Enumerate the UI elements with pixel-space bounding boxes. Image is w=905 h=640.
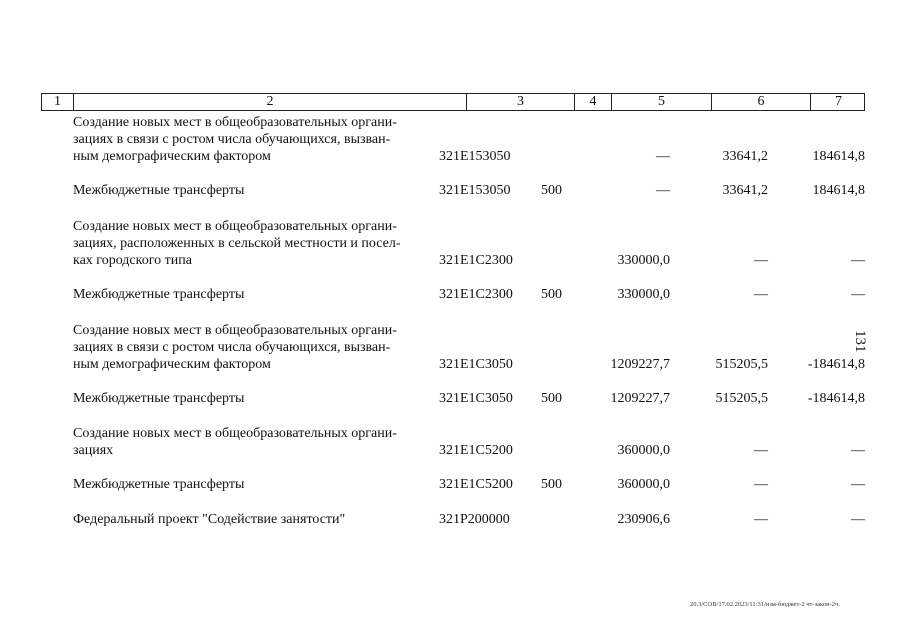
row-value-col7: 184614,8 [812, 183, 865, 198]
header-col-7 [811, 94, 866, 110]
row-code: 321E1C2300 [439, 253, 513, 268]
row-code: 321E153050 [439, 149, 511, 164]
row-value-col7: — [851, 253, 865, 268]
row-name-line: Межбюджетные трансферты [73, 391, 245, 406]
row-name-line: ным демографическим фактором [73, 357, 271, 372]
row-value-col5: — [656, 183, 670, 198]
row-value-col6: — [754, 287, 768, 302]
row-expense-type: 500 [541, 183, 562, 198]
row-code: 321E1C5200 [439, 443, 513, 458]
row-value-col6: — [754, 477, 768, 492]
row-value-col7: 184614,8 [812, 149, 865, 164]
header-col-4 [575, 94, 612, 110]
row-name [73, 286, 425, 303]
footer-file-note: 20.3/СОВ/17.02.2023/11:31/изм-бюджет-2 чт-закон-2ч. [690, 601, 840, 608]
header-col-3 [467, 94, 575, 110]
row-value-col5: 230906,6 [617, 512, 670, 527]
header-col-6-label: 6 [757, 94, 765, 109]
row-value-col6: — [754, 443, 768, 458]
row-value-col5: 330000,0 [617, 253, 670, 268]
row-value-col6: 515205,5 [715, 357, 768, 372]
row-name-line: Создание новых мест в общеобразовательных органи- [73, 219, 397, 234]
row-expense-type: 500 [541, 391, 562, 406]
header-col-7-label: 7 [835, 94, 842, 109]
row-value-col6: 515205,5 [715, 391, 768, 406]
row-name-line: зациях в связи с ростом числа обучающихся, вызван- [73, 340, 391, 355]
row-value-col7: — [851, 287, 865, 302]
row-value-col7: — [851, 512, 865, 527]
row-value-col5: 360000,0 [617, 477, 670, 492]
row-value-col7: -184614,8 [807, 391, 865, 406]
row-name-line: зациях в связи с ростом числа обучающихся, вызван- [73, 132, 391, 147]
row-value-col5: 360000,0 [617, 443, 670, 458]
row-value-col5: 1209227,7 [610, 391, 670, 406]
row-name-line: ках городского типа [73, 253, 192, 268]
row-name-line: ным демографическим фактором [73, 149, 271, 164]
row-name-line: Создание новых мест в общеобразовательных органи- [73, 426, 397, 441]
row-name [73, 322, 425, 373]
row-value-col5: 1209227,7 [610, 357, 670, 372]
row-name-line: Межбюджетные трансферты [73, 477, 245, 492]
row-name [73, 182, 425, 199]
row-name-line: Межбюджетные трансферты [73, 287, 245, 302]
row-name-line: зациях [73, 443, 114, 458]
row-name [73, 114, 425, 165]
header-col-5 [612, 94, 712, 110]
row-value-col6: — [754, 253, 768, 268]
row-value-col5: — [656, 149, 670, 164]
row-name-line: Федеральный проект "Содействие занятости" [73, 512, 346, 527]
header-col-1 [42, 94, 74, 110]
table-header-row [41, 93, 865, 111]
row-value-col6: 33641,2 [722, 183, 768, 198]
row-value-col7: — [851, 443, 865, 458]
row-expense-type: 500 [541, 287, 562, 302]
row-name-line: зациях, расположенных в сельской местности и посел- [73, 236, 401, 251]
row-name-line: Создание новых мест в общеобразовательных органи- [73, 115, 397, 130]
row-name [73, 476, 425, 493]
row-value-col7: -184614,8 [807, 357, 865, 372]
row-code: 321E1C3050 [439, 391, 513, 406]
row-value-col6: 33641,2 [722, 149, 768, 164]
page-number: 131 [852, 330, 868, 353]
row-name [73, 511, 425, 528]
row-value-col6: — [754, 512, 768, 527]
row-code: 321E1C3050 [439, 357, 513, 372]
header-col-1-label: 1 [54, 94, 61, 109]
row-code: 321E1C2300 [439, 287, 513, 302]
header-col-2 [74, 94, 467, 110]
row-code: 321E1C5200 [439, 477, 513, 492]
row-name [73, 218, 425, 269]
header-col-5-label: 5 [658, 94, 665, 109]
header-col-2-label: 2 [266, 94, 274, 109]
row-name-line: Межбюджетные трансферты [73, 183, 245, 198]
row-expense-type: 500 [541, 477, 562, 492]
row-code: 321E153050 [439, 183, 511, 198]
row-code: 321P200000 [439, 512, 510, 527]
header-col-6 [712, 94, 811, 110]
header-col-4-label: 4 [589, 94, 597, 109]
row-name-line: Создание новых мест в общеобразовательных органи- [73, 323, 397, 338]
header-col-3-label: 3 [517, 94, 524, 109]
row-value-col7: — [851, 477, 865, 492]
row-name [73, 390, 425, 407]
row-name [73, 425, 425, 459]
row-value-col5: 330000,0 [617, 287, 670, 302]
